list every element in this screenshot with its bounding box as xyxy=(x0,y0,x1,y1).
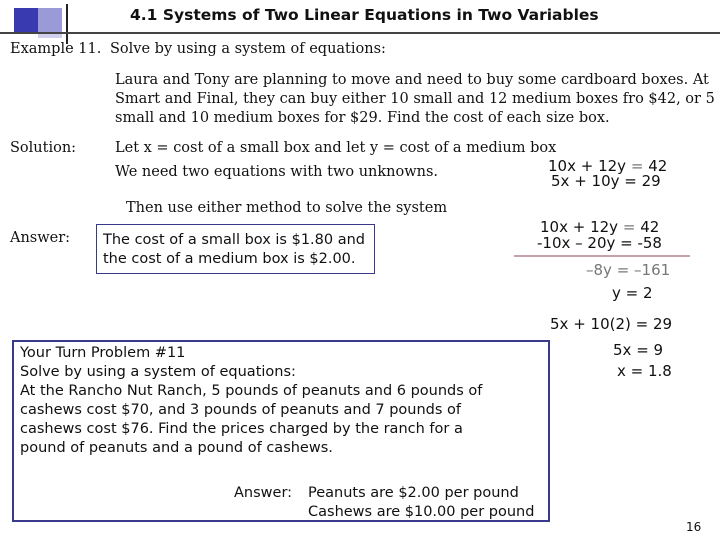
your-turn-title: Your Turn Problem #11 xyxy=(20,345,186,361)
y-value: y = 2 xyxy=(612,284,653,302)
your-turn-answer-lines xyxy=(308,484,534,522)
solution-label: Solution: xyxy=(10,140,77,156)
solution-line: We need two equations with two unknowns. xyxy=(115,164,439,180)
method-line: Then use either method to solve the system xyxy=(126,200,448,216)
your-turn-line: cashews cost $76. Find the prices charged by the ranch for a xyxy=(20,421,463,437)
example-label: Example 11. xyxy=(10,41,102,57)
page-number: 16 xyxy=(686,520,702,534)
problem-line: small and 10 medium boxes for $29. Find the cost of each size box. xyxy=(115,110,610,126)
problem-line: Laura and Tony are planning to move and need to buy some cardboard boxes. At xyxy=(115,72,709,88)
your-turn-line: Solve by using a system of equations: xyxy=(20,364,296,380)
eq1-lhs: 10x + 12y xyxy=(548,157,627,175)
eq1-equals: = xyxy=(630,157,644,175)
solve-step: 5x = 9 xyxy=(613,341,664,359)
elim-row1-lhs: 10x + 12y xyxy=(540,218,619,236)
your-turn-line: pound of peanuts and a pound of cashews. xyxy=(20,440,333,456)
logo-square-dark xyxy=(14,8,38,32)
logo-square-light xyxy=(38,8,62,32)
problem-line: Smart and Final, they can buy either 10 small and 12 medium boxes fro $42, or 5 xyxy=(115,91,715,107)
elim-row-1 xyxy=(540,219,659,235)
elim-result: –8y = –161 xyxy=(586,261,671,279)
your-turn-answer-line: Cashews are $10.00 per pound xyxy=(308,504,535,520)
solution-line: Let x = cost of a small box and let y = cost of a medium box xyxy=(115,140,557,156)
logo-divider xyxy=(66,4,68,44)
example-instruction: Solve by using a system of equations: xyxy=(110,41,386,57)
your-turn-text xyxy=(20,344,482,458)
elimination-line xyxy=(514,255,690,257)
your-turn-answer-label: Answer: xyxy=(234,485,293,501)
page-title: 4.1 Systems of Two Linear Equations in Two Variables xyxy=(130,6,599,24)
eq1-rhs: 42 xyxy=(648,157,668,175)
substitution: 5x + 10(2) = 29 xyxy=(550,315,673,333)
your-turn-box xyxy=(12,340,550,522)
elim-row-2: -10x – 20y = -58 xyxy=(537,234,662,252)
your-turn-answer-line: Peanuts are $2.00 per pound xyxy=(308,485,519,501)
elim-row1-equals: = xyxy=(622,218,636,236)
your-turn-line: cashews cost $70, and 3 pounds of peanuts and 7 pounds of xyxy=(20,402,462,418)
answer-box xyxy=(96,224,375,274)
your-turn-answer xyxy=(234,484,534,522)
title-rule xyxy=(0,32,720,34)
answer-label: Answer: xyxy=(10,230,71,246)
system-equation-2: 5x + 10y = 29 xyxy=(551,172,661,190)
x-value: x = 1.8 xyxy=(617,362,672,380)
elim-row1-rhs: 42 xyxy=(640,218,660,236)
answer-line: the cost of a medium box is $2.00. xyxy=(103,251,356,267)
your-turn-line: At the Rancho Nut Ranch, 5 pounds of peanuts and 6 pounds of xyxy=(20,383,483,399)
answer-line: The cost of a small box is $1.80 and xyxy=(103,232,365,248)
example-problem xyxy=(115,71,715,128)
